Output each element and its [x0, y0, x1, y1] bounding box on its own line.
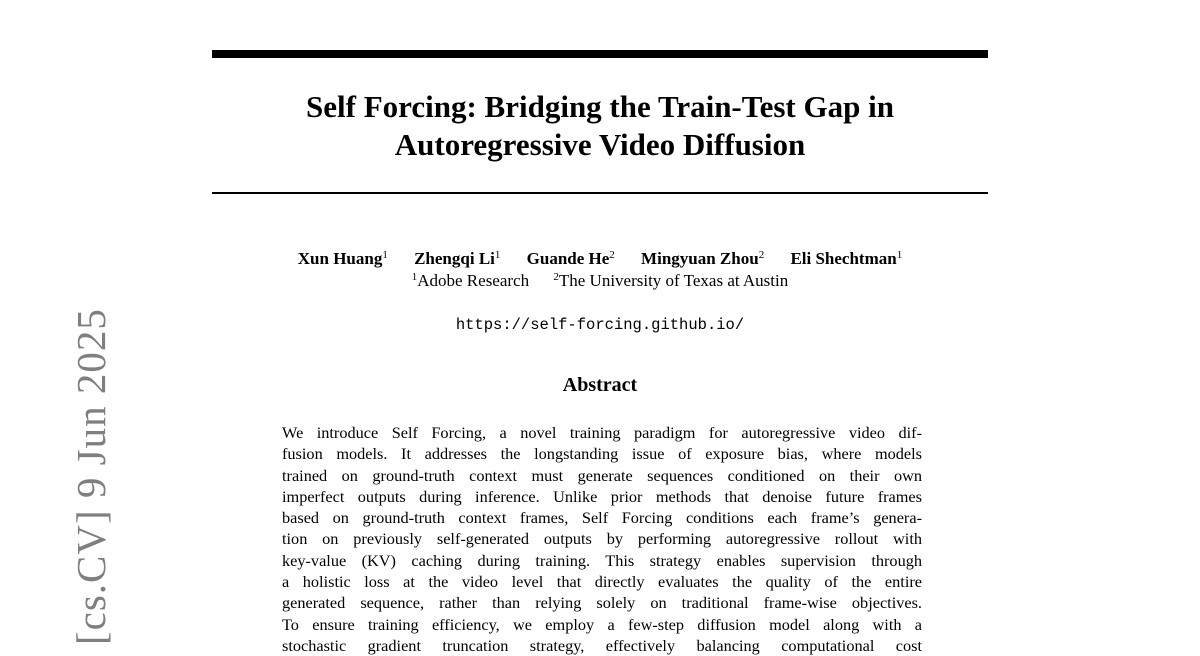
author-affiliation-mark: 1	[382, 249, 388, 261]
paper-title-line: Autoregressive Video Diffusion	[394, 127, 806, 162]
abstract-line: tion on previously self-generated outputs by performing autoregressive rollout with	[282, 529, 922, 549]
affiliation-mark: 1	[411, 271, 418, 283]
abstract-line: imperfect outputs during inference. Unlike prior methods that denoise future frames	[282, 486, 922, 506]
affiliation-name: Adobe Research	[417, 271, 530, 290]
abstract-line: We introduce Self Forcing, a novel training paradigm for autoregressive video dif-	[282, 423, 922, 442]
author-name: Eli Shechtman	[790, 249, 897, 268]
title-top-rule	[212, 50, 988, 58]
author-affiliation-mark: 1	[896, 249, 903, 261]
abstract-line: trained on ground-truth context must generate sequences conditioned on their own	[282, 465, 922, 485]
abstract-line: key-value (KV) caching during training. This strategy enables supervision through	[282, 550, 922, 570]
author-name: Zhengqi Li	[414, 249, 495, 268]
title-bottom-rule	[212, 192, 988, 194]
paper-title-line: Self Forcing: Bridging the Train-Test Gap in	[306, 89, 894, 124]
author-list	[212, 248, 988, 270]
abstract-body	[282, 422, 922, 656]
author	[414, 249, 500, 268]
abstract-line: To ensure training efficiency, we employ a few-step diffusion model along with a	[282, 614, 922, 634]
arxiv-stamp	[28, 0, 114, 648]
affiliation-name: The University of Texas at Austin	[558, 271, 789, 290]
abstract-line: fusion models. It addresses the longstanding issue of exposure bias, where models	[282, 444, 922, 464]
affiliation	[412, 271, 529, 290]
abstract-line: a holistic loss at the video level that directly evaluates the quality of the entire	[282, 572, 922, 592]
author	[298, 249, 388, 268]
author-affiliation-mark: 1	[494, 249, 501, 261]
author-affiliation-mark: 2	[609, 249, 615, 261]
author-affiliation-mark: 2	[758, 249, 765, 261]
project-url[interactable]: https://self-forcing.github.io/	[455, 316, 745, 334]
affiliation-list	[212, 270, 988, 292]
author-name: Guande He	[526, 249, 610, 268]
author-name: Xun Huang	[297, 249, 383, 268]
abstract-heading: Abstract	[562, 374, 638, 396]
abstract-line: generated sequence, rather than relying solely on traditional frame-wise objectives.	[282, 593, 922, 613]
author	[641, 249, 764, 268]
abstract-line: stochastic gradient truncation strategy, effectively balancing computational cost	[282, 635, 922, 655]
author	[527, 249, 615, 268]
paper-title	[212, 88, 988, 164]
affiliation-mark: 2	[553, 271, 559, 283]
arxiv-stamp-text: [cs.CV] 9 Jun 2025	[68, 308, 114, 645]
author	[790, 249, 902, 268]
affiliation	[553, 271, 788, 290]
author-name: Mingyuan Zhou	[641, 249, 759, 268]
abstract-line: based on ground-truth context frames, Self Forcing conditions each frame’s genera-	[282, 508, 922, 528]
